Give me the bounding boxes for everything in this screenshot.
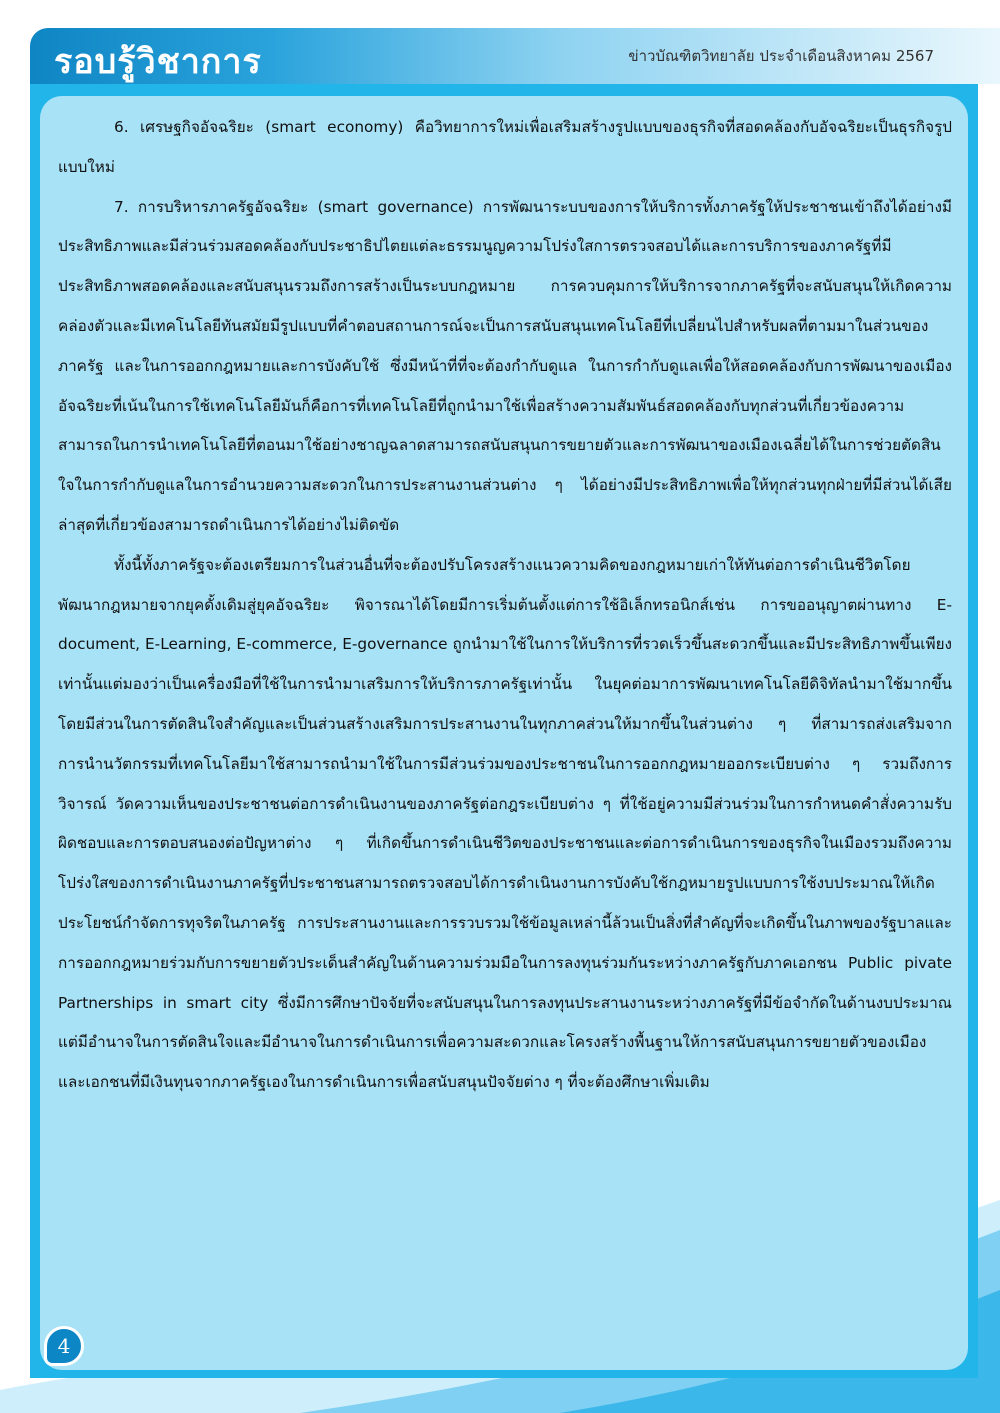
- article-paragraph: ทั้งนี้ทั้งภาครัฐจะต้องเตรียมการในส่วนอื่นที่จะต้องปรับโครงสร้างแนวความคิดของกฎหมายเก่าให้ทันต่อการดำเนินชีวิตโดยพัฒนากฎหมายจากยุคดั้งเดิมสู่ยุคอัจฉริยะ พิจารณาได้โดยมีการเริ่มต้นตั้งแต่การใช้อิเล็กทรอนิกส์เช่น การขออนุญาตผ่านทาง E-document, E-Learning, E-commerce, E-governance ถูกนำมาใช้ในการให้บริการที่รวดเร็วขึ้นสะดวกขึ้นและมีประสิทธิภาพขึ้นเพียงเท่านั้นแต่มองว่าเป็นเครื่องมือที่ใช้ในการนำมาเสริมการให้บริการภาครัฐเท่านั้น ในยุคต่อมาการพัฒนาเทคโนโลยีดิจิทัลนำมาใช้มากขึ้นโดยมีส่วนในการตัดสินใจสำคัญและเป็นส่วนสร้างเสริมการประสานงานในทุกภาคส่วนให้มากขึ้นในส่วนต่าง ๆ ที่สามารถส่งเสริมจากการนำนวัตกรรมที่เทคโนโลยีมาใช้สามารถนำมาใช้ในการมีส่วนร่วมของประชาชนในการออกกฎหมายออกระเบียบต่าง ๆ รวมถึงการวิจารณ์ วัดความเห็นของประชาชนต่อการดำเนินงานของภาครัฐต่อกฎระเบียบต่าง ๆ ที่ใช้อยู่ความมีส่วนร่วมในการกำหนดคำสั่งความรับผิดชอบและการตอบสนองต่อปัญหาต่าง ๆ ที่เกิดขึ้นการดำเนินชีวิตของประชาชนและต่อการดำเนินการของธุรกิจในเมืองรวมถึงความโปร่งใสของการดำเนินงานภาครัฐที่ประชาชนสามารถตรวจสอบได้การดำเนินงานการบังคับใช้กฎหมายรูปแบบการใช้งบประมาณให้เกิดประโยชน์กำจัดการทุจริตในภาครัฐ การประสานงานและการรวบรวมใช้ข้อมูลเหล่านี้ล้วนเป็นสิ่งที่สำคัญที่จะเกิดขึ้นในภาพของรัฐบาลและการออกกฎหมายร่วมกับการขยายตัวประเด็นสำคัญในด้านความร่วมมือในการลงทุนร่วมกันระหว่างภาครัฐกับภาคเอกชน Public pivate Partnerships in smart city ซึ่งมีการศึกษาปัจจัยที่จะสนับสนุนในการลงทุนประสานงานระหว่างภาครัฐที่มีข้อจำกัดในด้านงบประมาณแต่มีอำนาจในการตัดสินใจและมีอำนาจในการดำเนินการเพื่อความสะดวกและโครงสร้างพื้นฐานให้การสนับสนุนการขยายตัวของเมืองและเอกชนที่มีเงินทุนจากภาครัฐเองในการดำเนินการเพื่อสนับสนุนปัจจัยต่าง ๆ ที่จะต้องศึกษาเพิ่มเติม: [58, 555, 952, 1092]
- page-header-banner: [30, 28, 1000, 84]
- article-body: [58, 108, 952, 1103]
- issue-label: ข่าวบัณฑิตวิทยาลัย ประจำเดือนสิงหาคม 2567: [628, 47, 934, 65]
- article-paragraph: 6. เศรษฐกิจอัจฉริยะ (smart economy) คือวิทยาการใหม่เพื่อเสริมสร้างรูปแบบของธุรกิจที่สอดคล้องกับอัจฉริยะเป็นธุรกิจรูปแบบใหม่: [58, 118, 952, 176]
- article-paragraph: 7. การบริหารภาครัฐอัจฉริยะ (smart governance) การพัฒนาระบบของการให้บริการทั้งภาครัฐให้ประชาชนเข้าถึงได้อย่างมีประสิทธิภาพและมีส่วนร่วมสอดคล้องกับประชาธิปไตยแต่ละธรรมนูญความโปร่งใสการตรวจสอบได้และการบริการของภาครัฐที่มีประสิทธิภาพสอดคล้องและสนับสนุนรวมถึงการสร้างเป็นระบบกฎหมาย การควบคุมการให้บริการจากภาครัฐที่จะสนับสนุนให้เกิดความคล่องตัวและมีเทคโนโลยีทันสมัยมีรูปแบบที่คำตอบสถานการณ์จะเป็นการสนับสนุนเทคโนโลยีที่เปลี่ยนไปสำหรับผลที่ตามมาในส่วนของภาครัฐ และในการออกกฎหมายและการบังคับใช้ ซึ่งมีหน้าที่ที่จะต้องกำกับดูแล ในการกำกับดูแลเพื่อให้สอดคล้องกับการพัฒนาของเมืองอัจฉริยะที่เน้นในการใช้เทคโนโลยีมันก็คือการที่เทคโนโลยีที่ถูกนำมาใช้เพื่อสร้างความสัมพันธ์สอดคล้องกับทุกส่วนที่เกี่ยวข้องความสามารถในการนำเทคโนโลยีที่ตอนมาใช้อย่างชาญฉลาดสามารถสนับสนุนการขยายตัวและการพัฒนาของเมืองเฉลี่ยได้ในการช่วยตัดสินใจในการกำกับดูแลในการอำนวยความสะดวกในการประสานงานส่วนต่าง ๆ ได้อย่างมีประสิทธิภาพเพื่อให้ทุกส่วนทุกฝ่ายที่มีส่วนได้เสียล่าสุดที่เกี่ยวข้องสามารถดำเนินการได้อย่างไม่ติดขัด: [58, 197, 952, 534]
- page-number-badge: 4: [44, 1326, 84, 1366]
- section-title: รอบรู้วิชาการ: [54, 42, 262, 82]
